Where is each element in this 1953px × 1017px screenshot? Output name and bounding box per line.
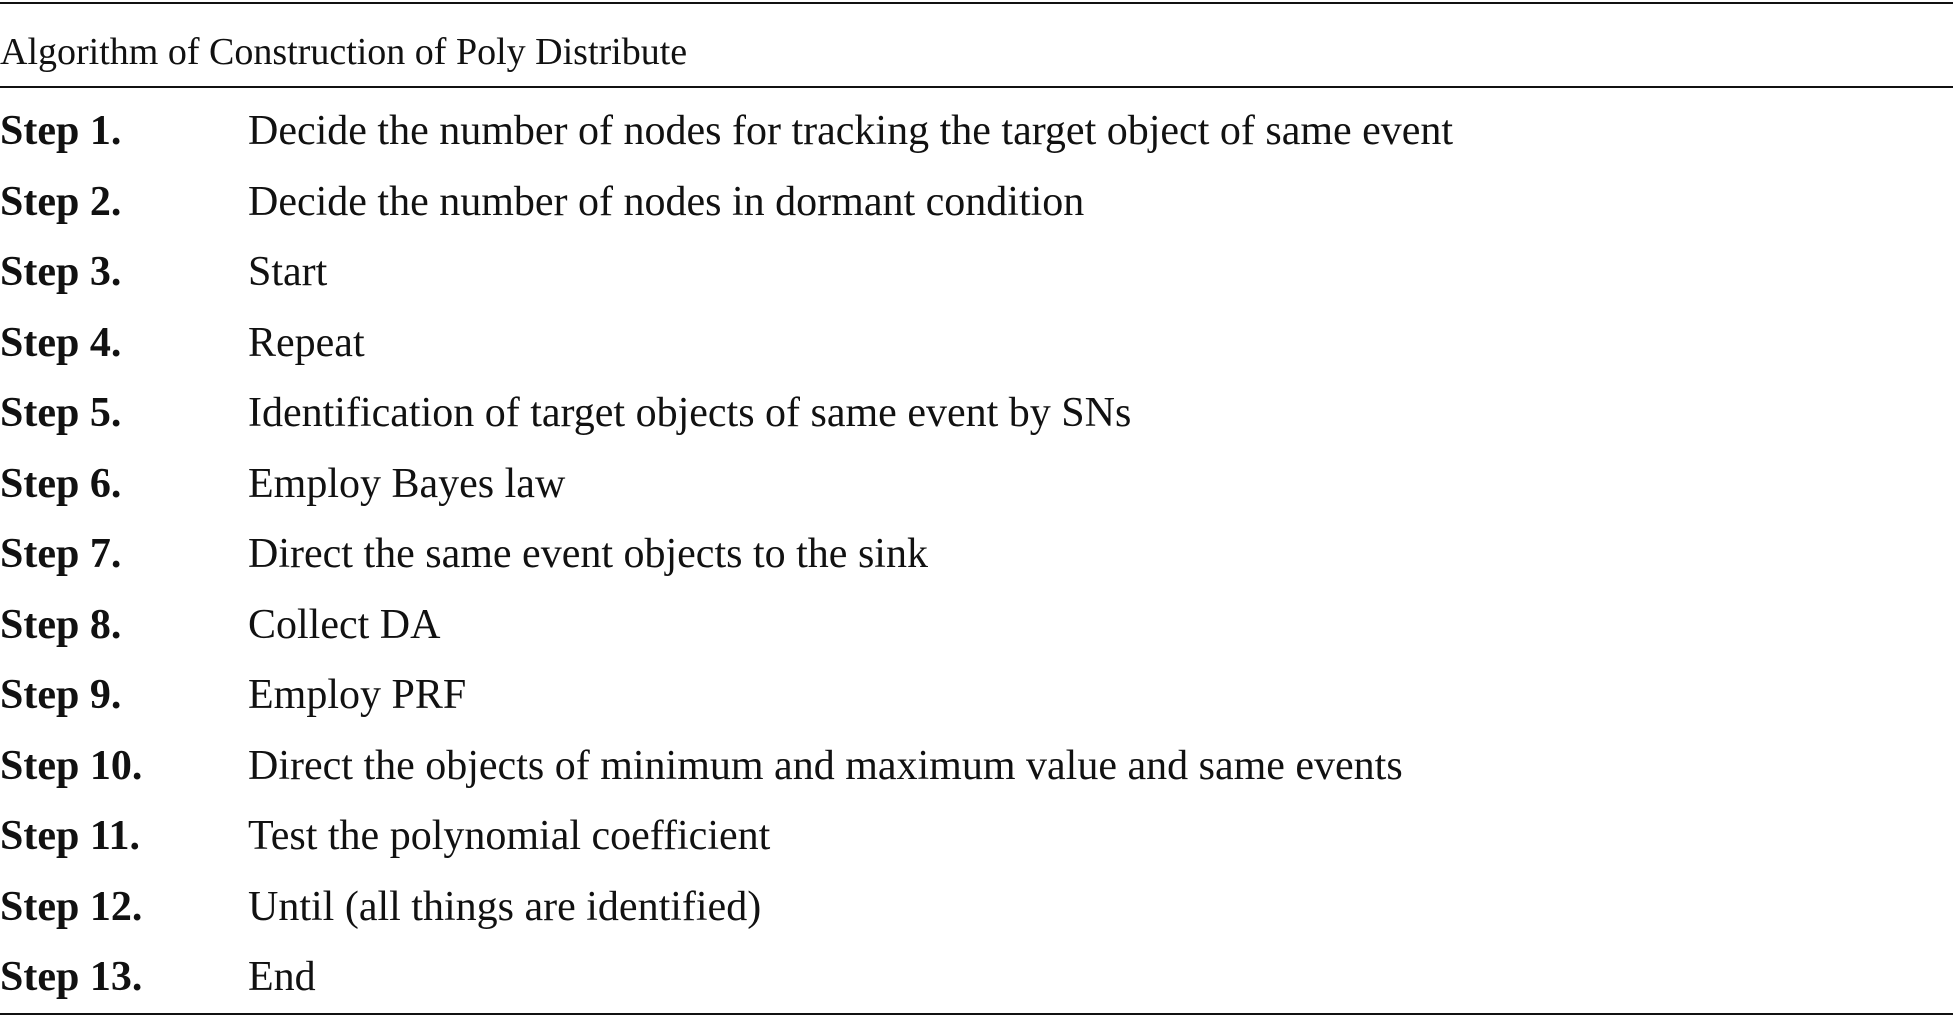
step-text: Employ PRF xyxy=(248,672,467,718)
step-label: Step 6. xyxy=(0,460,122,507)
step-label: Step 10. xyxy=(0,742,143,789)
step-text: End xyxy=(248,954,316,1000)
step-text: Start xyxy=(248,249,328,295)
step-label: Step 7. xyxy=(0,531,122,577)
step-label: Step 2. xyxy=(0,178,122,225)
step-row xyxy=(0,872,1953,943)
step-label: Step 1. xyxy=(0,108,122,154)
step-text: Test the polynomial coefficient xyxy=(248,813,771,859)
step-label: Step 8. xyxy=(0,601,122,648)
step-row xyxy=(0,449,1953,520)
top-rule xyxy=(0,2,1953,4)
step-label: Step 9. xyxy=(0,672,122,718)
step-row xyxy=(0,378,1953,449)
step-row xyxy=(0,167,1953,238)
step-label: Step 5. xyxy=(0,390,122,436)
step-text: Direct the objects of minimum and maximum value and same events xyxy=(248,742,1403,789)
step-text: Identification of target objects of same event by SNs xyxy=(248,390,1132,436)
step-row xyxy=(0,660,1953,731)
step-text: Until (all things are identified) xyxy=(248,883,762,930)
step-row xyxy=(0,96,1953,167)
step-label: Step 13. xyxy=(0,954,143,1000)
header-rule xyxy=(0,86,1953,88)
step-row xyxy=(0,237,1953,308)
step-label: Step 3. xyxy=(0,249,122,295)
step-row xyxy=(0,519,1953,590)
step-text: Employ Bayes law xyxy=(248,460,566,507)
step-text: Collect DA xyxy=(248,601,441,648)
step-label: Step 4. xyxy=(0,319,122,366)
step-text: Decide the number of nodes for tracking the target object of same event xyxy=(248,108,1454,154)
table-caption: Algorithm of Construction of Poly Distribute xyxy=(0,31,688,73)
step-row xyxy=(0,801,1953,872)
step-row xyxy=(0,308,1953,379)
step-row xyxy=(0,942,1953,1013)
step-label: Step 12. xyxy=(0,883,143,930)
step-text: Direct the same event objects to the sink xyxy=(248,531,928,577)
step-label: Step 11. xyxy=(0,813,141,859)
step-text: Decide the number of nodes in dormant condition xyxy=(248,178,1085,225)
step-text: Repeat xyxy=(248,319,365,366)
bottom-rule xyxy=(0,1013,1953,1015)
algorithm-steps xyxy=(0,96,1953,1013)
step-row xyxy=(0,590,1953,661)
step-row xyxy=(0,731,1953,802)
